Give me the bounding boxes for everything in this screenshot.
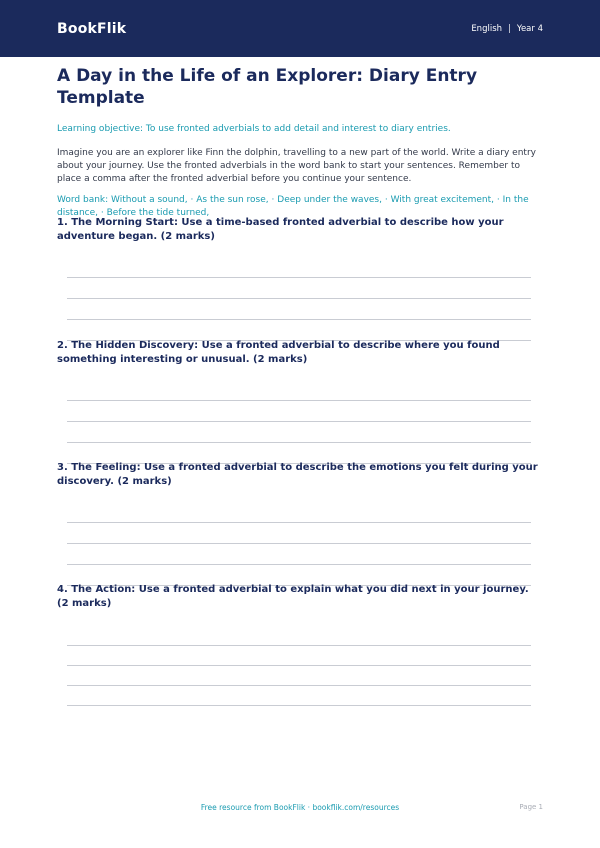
answer-lines[interactable] (67, 645, 531, 706)
question-text: 4. The Action: Use a fronted adverbial to explain what you did next in your journey. (2 marks) (57, 584, 529, 609)
answer-line[interactable] (67, 522, 531, 523)
answer-lines[interactable] (67, 522, 531, 586)
word-bank-item: · Before the tide turned, (100, 208, 210, 218)
word-bank-item: · Deep under the waves, (271, 195, 382, 205)
answer-line[interactable] (67, 645, 531, 646)
answer-line[interactable] (67, 665, 531, 666)
question-1 (57, 216, 543, 341)
subject-year (471, 24, 543, 34)
answer-line[interactable] (67, 442, 531, 443)
question-text: 2. The Hidden Discovery: Use a fronted adverbial to describe where you found something interesting or unusual. (2 marks) (57, 340, 500, 365)
word-bank-label: Word bank: (57, 195, 109, 205)
brand-logo: BookFlik (57, 20, 127, 37)
word-bank-item: · As the sun rose, (190, 195, 269, 205)
footer-resource-link[interactable]: Free resource from BookFlik · bookflik.com/resources (200, 803, 400, 812)
year-label: Year 4 (516, 23, 543, 34)
answer-line[interactable] (67, 543, 531, 544)
question-text: 3. The Feeling: Use a fronted adverbial to describe the emotions you felt during your discovery. (2 marks) (57, 462, 538, 487)
answer-line[interactable] (67, 564, 531, 565)
question-4 (57, 583, 543, 706)
answer-line[interactable] (67, 400, 531, 401)
word-bank-item: · With great excitement, (384, 195, 495, 205)
answer-line[interactable] (67, 421, 531, 422)
learning-objective: Learning objective: To use fronted adverbials to add detail and interest to diary entries. (57, 124, 451, 134)
question-2 (57, 339, 543, 464)
intro-section (57, 64, 543, 220)
page-header (0, 0, 600, 57)
answer-lines[interactable] (67, 277, 531, 341)
instructions: Imagine you are an explorer like Finn the dolphin, travelling to a new part of the world. Write a diary entry about your journey. Use the fronted adverbials in the word bank to start your sentences. Remember to place a comma after the fronted adverbial before you continue your sentence. (57, 148, 536, 184)
page-number: Page 1 (519, 803, 543, 811)
answer-line[interactable] (67, 298, 531, 299)
word-bank-item: · In the distance, (57, 195, 529, 218)
word-bank-item: Without a sound, (111, 195, 188, 205)
answer-lines[interactable] (67, 400, 531, 464)
subject-label: English (471, 23, 503, 34)
question-3 (57, 461, 543, 586)
question-text: 1. The Morning Start: Use a time-based fronted adverbial to describe how your adventure began. (2 marks) (57, 217, 504, 242)
answer-line[interactable] (67, 319, 531, 320)
meta-separator: | (508, 23, 511, 34)
answer-line[interactable] (67, 277, 531, 278)
page-title: A Day in the Life of an Explorer: Diary Entry Template (57, 66, 478, 108)
answer-line[interactable] (67, 705, 531, 706)
answer-line[interactable] (67, 685, 531, 686)
